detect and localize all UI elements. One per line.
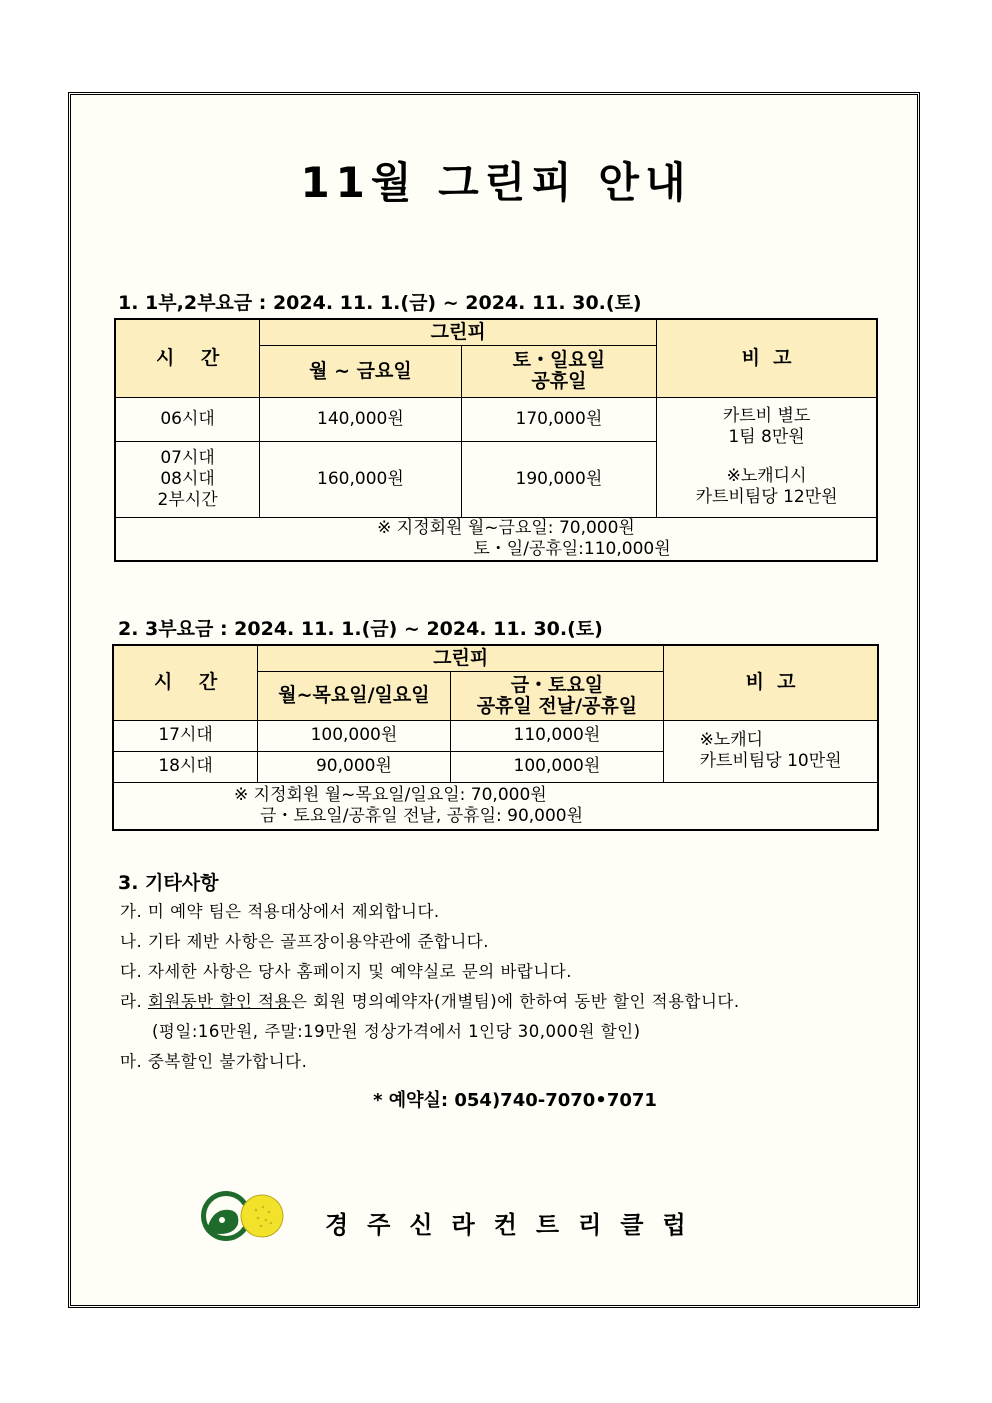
header-weekend: [461, 345, 657, 397]
member-note: [115, 517, 877, 561]
list-item: 마. 중복할인 불가합니다.: [120, 1052, 308, 1071]
list-item: [120, 987, 740, 1017]
header-weekend-line2: 공휴일: [531, 370, 587, 392]
header-weekend-line1: 토・일요일: [512, 349, 606, 371]
club-name: 경주신라컨트리클럽: [325, 1211, 705, 1239]
header-remarks: 비 고: [664, 645, 878, 720]
header-time: 시 간: [113, 645, 258, 720]
section1-fee-table: [114, 318, 878, 562]
time-line: 08시대: [160, 468, 215, 489]
header-weekday: 월 ~ 금요일: [260, 345, 461, 397]
time-cell: 18시대: [113, 751, 258, 782]
remarks-line: ※노캐디시: [726, 466, 807, 486]
time-line: 2부시간: [157, 489, 218, 510]
table-row: [115, 397, 877, 441]
weekday-fee-cell: 160,000원: [260, 441, 461, 517]
header-col2-line2: 공휴일 전날/공휴일: [476, 694, 638, 717]
member-note-line1: ※ 지정회원 월~금요일: 70,000원: [377, 517, 635, 538]
remarks-line: 카트비팀당 10만원: [699, 751, 842, 771]
header-greenfee: 그린피: [258, 645, 664, 671]
item-rest: 은 회원 명의예약자(개별팀)에 한하여 동반 할인 적용합니다.: [290, 992, 740, 1011]
header-mon-thu-sun: 월~목요일/일요일: [258, 671, 451, 720]
member-note-line2: 금・토요일/공휴일 전날, 공휴일: 90,000원: [260, 805, 584, 826]
section1-heading: 1. 1부,2부요금 : 2024. 11. 1.(금) ~ 2024. 11. 30.(토): [118, 292, 642, 314]
remarks-line: ※노캐디: [699, 730, 764, 750]
club-logo-icon: [200, 1190, 290, 1242]
section2-fee-table: [112, 644, 879, 831]
section2-heading: 2. 3부요금 : 2024. 11. 1.(금) ~ 2024. 11. 30.(토): [118, 618, 603, 640]
header-col2-line1: 금・토요일: [510, 673, 604, 696]
header-fri-sat-holiday: [450, 671, 663, 720]
remarks-cell: [664, 720, 878, 782]
table-row: [113, 720, 878, 751]
remarks-line: 1팀 8만원: [728, 427, 805, 447]
member-note-line2: 토・일/공휴일:110,000원: [473, 538, 671, 559]
etc-list: [120, 897, 740, 1077]
time-cell: [115, 441, 260, 517]
list-item: 나. 기타 제반 사항은 골프장이용약관에 준합니다.: [120, 932, 489, 951]
page-title: 11월 그린피 안내: [300, 158, 692, 207]
list-item: 가. 미 예약 팀은 적용대상에서 제외합니다.: [120, 902, 440, 921]
time-cell: 17시대: [113, 720, 258, 751]
fee-cell: 100,000원: [258, 720, 451, 751]
list-item: 다. 자세한 사항은 당사 홈페이지 및 예약실로 문의 바랍니다.: [120, 962, 572, 981]
member-discount-underlined: 회원동반 할인 적용: [147, 992, 291, 1011]
header-greenfee: 그린피: [260, 319, 657, 345]
header-time: 시 간: [115, 319, 260, 397]
reservation-phone: * 예약실: 054)740-7070•7071: [373, 1090, 657, 1111]
member-note-line1: ※ 지정회원 월~목요일/일요일: 70,000원: [234, 784, 547, 805]
weekday-fee-cell: 140,000원: [260, 397, 461, 441]
member-note: [113, 782, 878, 830]
section3-heading: 3. 기타사항: [118, 872, 219, 894]
item-prefix: 라.: [120, 992, 148, 1011]
list-item-sub: (평일:16만원, 주말:19만원 정상가격에서 1인당 30,000원 할인): [152, 1022, 641, 1041]
fee-cell: 110,000원: [450, 720, 663, 751]
weekend-fee-cell: 170,000원: [461, 397, 657, 441]
header-remarks: 비 고: [657, 319, 877, 397]
fee-cell: 100,000원: [450, 751, 663, 782]
remarks-cell: [657, 397, 877, 517]
time-line: 07시대: [160, 447, 215, 468]
remarks-line: 카트비팀당 12만원: [695, 487, 838, 507]
time-cell: [115, 397, 260, 441]
time-line: 06시대: [160, 408, 215, 429]
weekend-fee-cell: 190,000원: [461, 441, 657, 517]
remarks-line: 카트비 별도: [722, 406, 811, 426]
fee-cell: 90,000원: [258, 751, 451, 782]
